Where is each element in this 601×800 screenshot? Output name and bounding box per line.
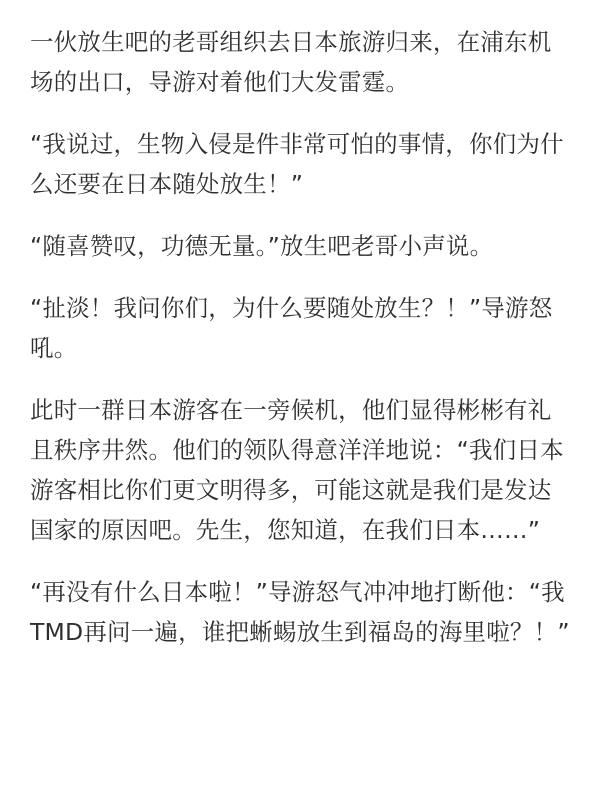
paragraph: “我说过，生物入侵是件非常可怕的事情，你们为什么还要在日本随处放生！” [30, 130, 564, 198]
paragraph: 此时一群日本游客在一旁候机，他们显得彬彬有礼且秩序井然。他们的领队得意洋洋地说：“我们日本游客相比你们更文明得多，可能这就是我们是发达国家的原因吧。先生，您知道，在我们日本……” [30, 396, 564, 544]
paragraph: “随喜赞叹，功德无量。”放生吧老哥小声说。 [30, 232, 494, 260]
paragraph: “扯淡！我问你们，为什么要随处放生？！”导游怒吼。 [30, 294, 553, 362]
paragraph: 一伙放生吧的老哥组织去日本旅游归来，在浦东机场的出口，导游对着他们大发雷霆。 [30, 28, 552, 96]
paragraph: “再没有什么日本啦！”导游怒气冲冲地打断他：“我TMD再问一遍，谁把蜥蜴放生到福岛的海里啦？！” [30, 578, 570, 646]
